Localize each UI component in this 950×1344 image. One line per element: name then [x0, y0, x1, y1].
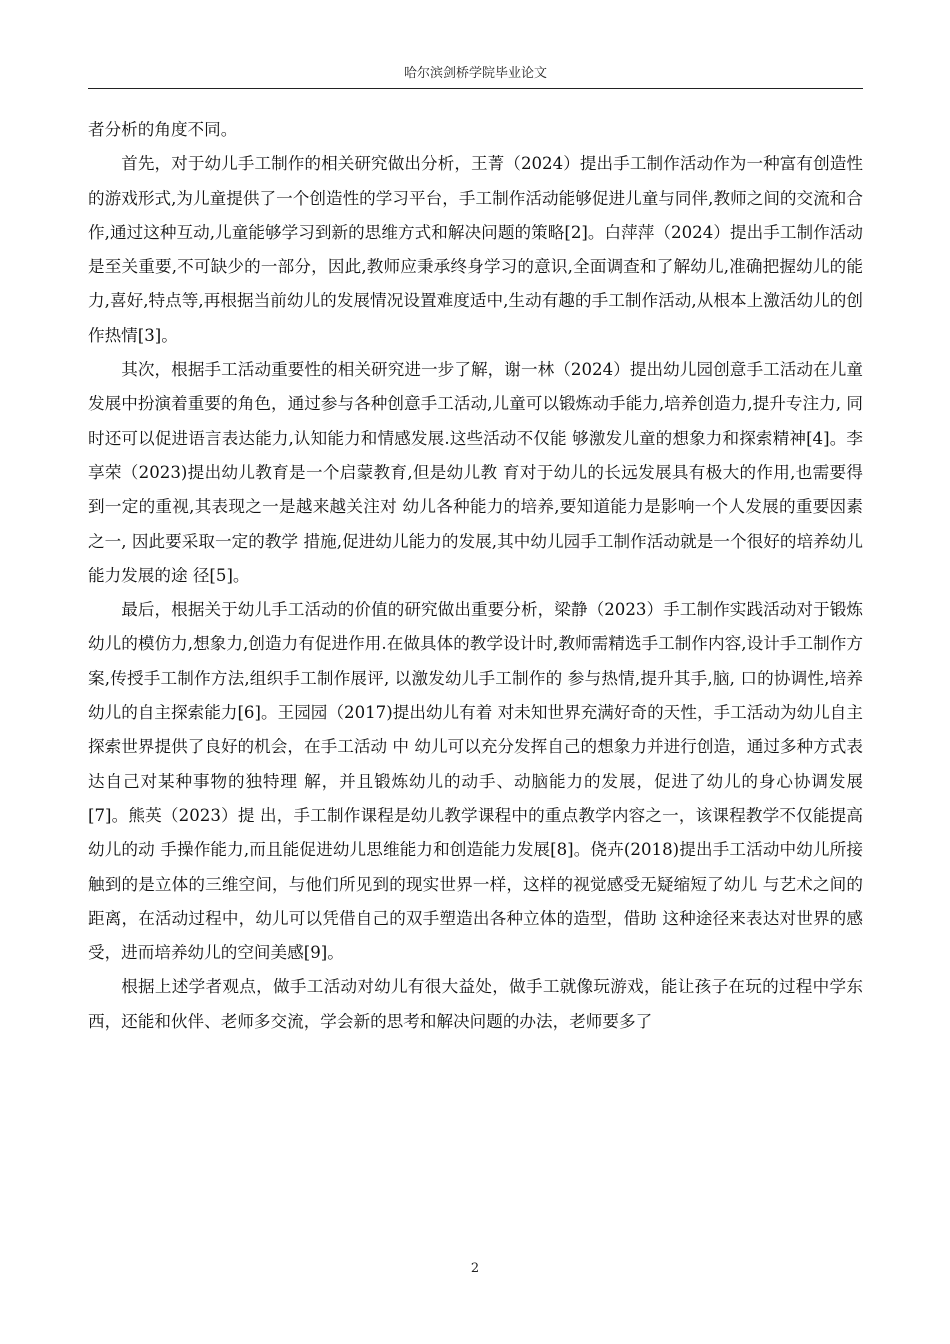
body-text — [88, 113, 863, 1039]
paragraph-final-analysis: 最后，根据关于幼儿手工活动的价值的研究做出重要分析，梁静（2023）手工制作实践活动对于锻炼幼儿的模仿力,想象力,创造力有促进作用.在做具体的教学设计时,教师需精选手工制作内容,设计手工制作方案,传授手工制作方法,组织手工制作展评, 以激发幼儿手工制作的 参与热情,提升其手,脑, 口的协调性,培养幼儿的自主探索能力[6]。王园园（2017)提出幼儿有着 对未知世界充满好奇的天性，手工活动为幼儿自主探索世界提供了良好的机会，在手工活动 中 幼儿可以充分发挥自己的想象力并进行创造，通过多种方式表达自己对某种事物的独特理 解，并且锻炼幼儿的动手、动脑能力的发展，促进了幼儿的身心协调发展[7]。熊英（2023）提 出，手工制作课程是幼儿教学课程中的重点教学内容之一，该课程教学不仅能提高幼儿的动 手操作能力,而且能促进幼儿思维能力和创造能力发展[8]。侥卉(2018)提出手工活动中幼儿所接 触到的是立体的三维空间，与他们所见到的现实世界一样，这样的视觉感受无疑缩短了幼儿 与艺术之间的距离，在活动过程中，幼儿可以凭借自己的双手塑造出各种立体的造型，借助 这种途径来表达对世界的感受，进而培养幼儿的空间美感[9]。 — [88, 600, 863, 963]
page-number: 2 — [470, 1261, 480, 1276]
header-title: 哈尔滨剑桥学院毕业论文 — [403, 66, 547, 81]
page-header — [88, 60, 863, 89]
paragraph-first-analysis: 首先，对于幼儿手工制作的相关研究做出分析，王菁（2024）提出手工制作活动作为一种富有创造性的游戏形式,为儿童提供了一个创造性的学习平台，手工制作活动能够促进儿童与同伴,教师之间的交流和合作,通过这种互动,儿童能够学习到新的思维方式和解决问题的策略[2]。白萍萍（2024）提出手工制作活动是至关重要,不可缺少的一部分，因此,教师应秉承终身学习的意识,全面调查和了解幼儿,准确把握幼儿的能力,喜好,特点等,再根据当前幼儿的发展情况设置难度适中,生动有趣的手工制作活动,从根本上激活幼儿的创作热情[3]。 — [88, 154, 863, 345]
paragraph-summary: 根据上述学者观点，做手工活动对幼儿有很大益处，做手工就像玩游戏，能让孩子在玩的过程中学东西，还能和伙伴、老师多交流，学会新的思考和解决问题的办法，老师要多了 — [88, 977, 863, 1031]
paragraph-second-analysis: 其次，根据手工活动重要性的相关研究进一步了解，谢一林（2024）提出幼儿园创意手工活动在儿童发展中扮演着重要的角色，通过参与各种创意手工活动,儿童可以锻炼动手能力,培养创造力,提升专注力, 同时还可以促进语言表达能力,认知能力和情感发展.这些活动不仅能 够激发儿童的想象力和探索精神[4]。李享荣（2023)提出幼儿教育是一个启蒙教育,但是幼儿教 育对于幼儿的长远发展具有极大的作用,也需要得到一定的重视,其表现之一是越来越关注对 幼儿各种能力的培养,要知道能力是影响一个人发展的重要因素之一, 因此要采取一定的教学 措施,促进幼儿能力的发展,其中幼儿园手工制作活动就是一个很好的培养幼儿能力发展的途 径[5]。 — [88, 360, 863, 585]
paragraph-continuation: 者分析的角度不同。 — [88, 120, 238, 139]
